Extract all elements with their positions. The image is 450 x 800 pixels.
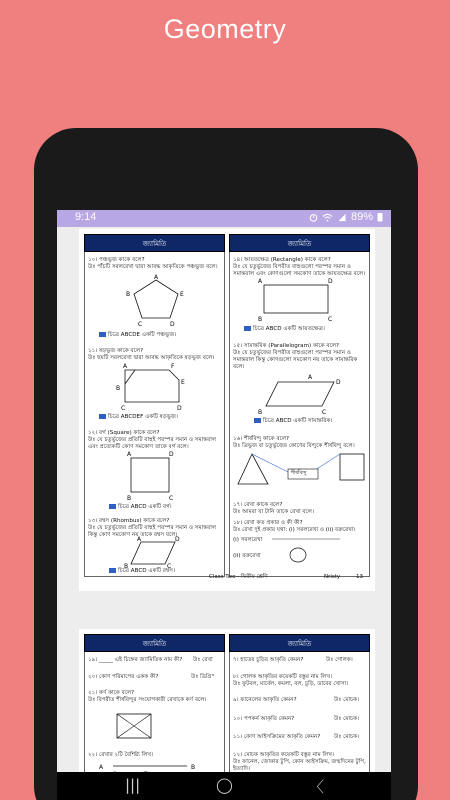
question-12: ১২। বর্গ (Square) কাকে বলে? bbox=[88, 430, 160, 436]
svg-text:D: D bbox=[336, 379, 341, 386]
question-r9: ৯। ফানেলের আকৃতি কেমন? bbox=[233, 697, 297, 703]
question-10: ১০। পঞ্চভুজ কাকে বলে? bbox=[88, 257, 145, 263]
answer-r8: উঃ ফুটবল, মার্বেল, কমলা, বল, চুড়ি, ডাবের খোসা। bbox=[233, 681, 349, 687]
question-r7: ৭। হাতের চুড়ির আকৃতি কেমন? bbox=[233, 657, 304, 663]
column-header: জ্যামিতি bbox=[229, 234, 370, 252]
hexagon-swatch-icon bbox=[99, 414, 106, 419]
rectangle-figure bbox=[252, 277, 342, 323]
answer-20: উঃ ডিগ্রি° bbox=[191, 674, 215, 680]
answer-15c: বলে। bbox=[233, 364, 245, 370]
svg-text:C: C bbox=[121, 405, 126, 412]
answer-10: উঃ পাঁচটি সরলরেখা দ্বারা আবদ্ধ আকৃতিকে পঞ্চভুজ বলে। bbox=[88, 264, 218, 270]
answer-r11: উঃ মোচক। bbox=[334, 734, 360, 740]
straight-line-label: (i) সরলরেখা bbox=[233, 537, 263, 543]
svg-text:D: D bbox=[169, 451, 174, 458]
page-title: Geometry bbox=[163, 14, 287, 44]
svg-text:C: C bbox=[169, 495, 174, 502]
answer-14a: উঃ যে চতুর্ভুজের বিপরীত বাহুগুলো পরস্পর সমান ও bbox=[233, 264, 351, 270]
parallelogram-swatch-icon bbox=[254, 418, 261, 423]
svg-text:B: B bbox=[258, 316, 263, 323]
answer-r10: উঃ মোচক। bbox=[334, 716, 360, 722]
battery-percent: 89% bbox=[350, 211, 373, 223]
wifi-icon bbox=[322, 213, 333, 222]
answer-13a: উঃ যে চতুর্ভুজের প্রতিটি বাহুই পরস্পর সমান ও সমান্তরাল bbox=[88, 525, 216, 531]
svg-text:B: B bbox=[116, 385, 121, 392]
answer-17: উঃ আমরা যা টানি তাকে রেখা বলে। bbox=[233, 509, 314, 515]
column-header: জ্যামিতি bbox=[84, 634, 225, 652]
question-19: ১৯। _____ এই চিহ্নের জ্যামিতিক নাম কী? bbox=[88, 657, 183, 663]
caption-13: চিত্রে ABCD একটি রম্বস। bbox=[118, 568, 175, 574]
svg-text:D: D bbox=[328, 278, 333, 285]
svg-text:A: A bbox=[123, 363, 128, 370]
question-21: ২১। কর্ণ কাকে বলে? bbox=[88, 690, 135, 696]
home-button[interactable]: ◯ bbox=[216, 776, 233, 794]
answer-19: উঃ রেখা bbox=[193, 657, 213, 663]
square-swatch-icon bbox=[109, 504, 116, 509]
navigation-bar bbox=[57, 772, 391, 800]
answer-18: উঃ রেখা দুই প্রকার যথা: (i) সরলরেখা ও (ii) বক্ররেখা। bbox=[233, 527, 356, 533]
question-13: ১৩। রম্বস (Rhombus) কাকে বলে? bbox=[88, 518, 170, 524]
question-14: ১৪। আয়তক্ষেত্র (Rectangle) কাকে বলে? bbox=[233, 257, 331, 263]
right-column bbox=[229, 234, 370, 577]
svg-text:B: B bbox=[258, 409, 263, 416]
phone-screen bbox=[57, 210, 391, 780]
vertex-label: শীর্ষবিন্দু bbox=[291, 470, 307, 476]
parallelogram-figure bbox=[252, 372, 342, 416]
svg-text:B: B bbox=[124, 563, 129, 570]
svg-text:B: B bbox=[191, 764, 196, 771]
svg-text:C: C bbox=[322, 409, 327, 416]
diagonal-figure bbox=[115, 712, 155, 742]
answer-13b: কিন্তু কোণ সমকোণ নয় তাকে রম্বস বলে। bbox=[88, 532, 178, 538]
left-column bbox=[84, 634, 225, 780]
answer-11: উঃ ছয়টি সরলরেখা দ্বারা আবদ্ধ আকৃতিকে ষড়ভুজ বলে। bbox=[88, 355, 215, 361]
caption-12: চিত্রে ABCD একটি বর্গ। bbox=[118, 504, 172, 510]
answer-15b: সমান্তরাল কিন্তু কোণগুলো সমকোণ নয় তাকে সামান্তরিক bbox=[233, 357, 358, 363]
document-viewer[interactable] bbox=[57, 227, 391, 780]
answer-12b: এবং প্রত্যেকটি কোণ সমকোণ তাকে বর্গ বলে। bbox=[88, 444, 189, 450]
svg-text:B: B bbox=[127, 495, 132, 502]
rhombus-figure bbox=[123, 536, 187, 570]
question-r8: ৮। গোলক আকৃতির কয়েকটি বস্তুর নাম লিখ। bbox=[233, 674, 332, 680]
answer-15a: উঃ যে চতুর্ভুজের বিপরীত বাহুগুলো পরস্পর সমান ও bbox=[233, 350, 351, 356]
question-r12: ১২। মোচক আকৃতির কয়েকটি বস্তুর নাম লিখ। bbox=[233, 752, 334, 758]
svg-text:D: D bbox=[177, 405, 182, 412]
pentagon-figure bbox=[120, 274, 190, 329]
svg-text:A: A bbox=[127, 451, 132, 458]
left-column bbox=[84, 234, 225, 577]
document-page-2 bbox=[79, 629, 375, 780]
answer-16: উঃ ত্রিভুজ বা চতুর্ভুজের কোণের বিন্দুকে শীর্ষবিন্দু বলে। bbox=[233, 443, 355, 449]
line-ab-figure bbox=[95, 760, 205, 772]
hexagon-figure bbox=[115, 362, 195, 412]
column-header: জ্যামিতি bbox=[84, 234, 225, 252]
battery-icon bbox=[377, 212, 383, 222]
pentagon-swatch-icon bbox=[99, 332, 106, 337]
rhombus-swatch-icon bbox=[109, 568, 116, 573]
svg-text:A: A bbox=[258, 278, 263, 285]
answer-21: উঃ বিপরীত শীর্ষবিন্দুর সংযোগকারী রেখাকে কর্ণ বলে। bbox=[88, 697, 207, 703]
question-22: ২২। রেখার ২টি বৈশিষ্ট্য লিখ। bbox=[88, 752, 154, 758]
square-figure bbox=[123, 450, 183, 502]
answer-14b: সমান্তরাল এবং কোণগুলো সমকোণ তাকে আয়তক্ষেত্র বলে। bbox=[233, 271, 366, 277]
recents-button[interactable]: ||| bbox=[125, 776, 141, 794]
svg-text:D: D bbox=[170, 321, 175, 328]
right-column bbox=[229, 634, 370, 780]
answer-r12a: উঃ ফানেল, জোকার টুপি, কোন আইসক্রিম, জন্মদিনের টুপি, bbox=[233, 759, 366, 765]
svg-text:A: A bbox=[137, 536, 142, 543]
svg-text:A: A bbox=[154, 274, 159, 281]
back-button[interactable]: 〈 bbox=[309, 778, 325, 796]
question-15: ১৫। সামান্তরিক (Parallelogram) কাকে বলে? bbox=[233, 343, 339, 349]
svg-text:E: E bbox=[180, 291, 184, 298]
answer-12a: উঃ যে চতুর্ভুজের প্রতিটি বাহুই পরস্পর সমান ও সমান্তরাল bbox=[88, 437, 216, 443]
question-11: ১১। ষড়ভুজ কাকে বলে? bbox=[88, 348, 144, 354]
svg-text:C: C bbox=[138, 321, 143, 328]
question-r11: ১১। কোণ আইসক্রিমের আকৃতি কেমন? bbox=[233, 734, 321, 740]
question-20: ২০। কোণ পরিমাপের একক কী? bbox=[88, 674, 159, 680]
caption-14: চিত্রে ABCD একটি আয়তক্ষেত্র। bbox=[253, 326, 325, 332]
answer-r12b: ইত্যাদি। bbox=[233, 766, 250, 772]
alarm-icon bbox=[309, 213, 318, 222]
svg-text:A: A bbox=[99, 764, 104, 771]
svg-text:A: A bbox=[308, 374, 313, 381]
answer-r7: উঃ গোলক। bbox=[326, 657, 353, 663]
question-17: ১৭। রেখা কাকে বলে? bbox=[233, 502, 283, 508]
svg-text:B: B bbox=[126, 291, 131, 298]
svg-text:E: E bbox=[181, 379, 185, 386]
answer-r9: উঃ মোচক। bbox=[334, 697, 360, 703]
status-bar bbox=[57, 210, 391, 227]
page-footer: Class Two - দ্বিতীয় শ্রেণি Nristy 13 bbox=[209, 574, 363, 580]
rectangle-swatch-icon bbox=[244, 326, 251, 331]
column-header: জ্যামিতি bbox=[229, 634, 370, 652]
line-types-figure bbox=[270, 535, 360, 565]
curve-line-label: (ii) বক্ররেখা bbox=[233, 553, 261, 559]
svg-text:C: C bbox=[328, 316, 333, 323]
question-16: ১৬। শীর্ষবিন্দু কাকে বলে? bbox=[233, 436, 289, 442]
svg-text:F: F bbox=[171, 363, 175, 370]
document-page-1 bbox=[79, 229, 375, 591]
svg-text:C: C bbox=[167, 563, 172, 570]
question-18: ১৮। রেখা কত প্রকার ও কী কী? bbox=[233, 520, 303, 526]
caption-11: চিত্রে ABCDEF একটি ষড়ভুজ। bbox=[108, 414, 178, 420]
status-time: 9:14 bbox=[75, 211, 97, 223]
svg-text:D: D bbox=[175, 536, 180, 543]
question-r10: ১০। পপকর্ন আকৃতি কেমন? bbox=[233, 716, 295, 722]
caption-15: চিত্রে ABCD একটি সামান্তরিক। bbox=[263, 418, 333, 424]
signal-icon bbox=[337, 213, 347, 222]
caption-10: চিত্রে ABCDE একটি পঞ্চভুজ। bbox=[108, 332, 177, 338]
